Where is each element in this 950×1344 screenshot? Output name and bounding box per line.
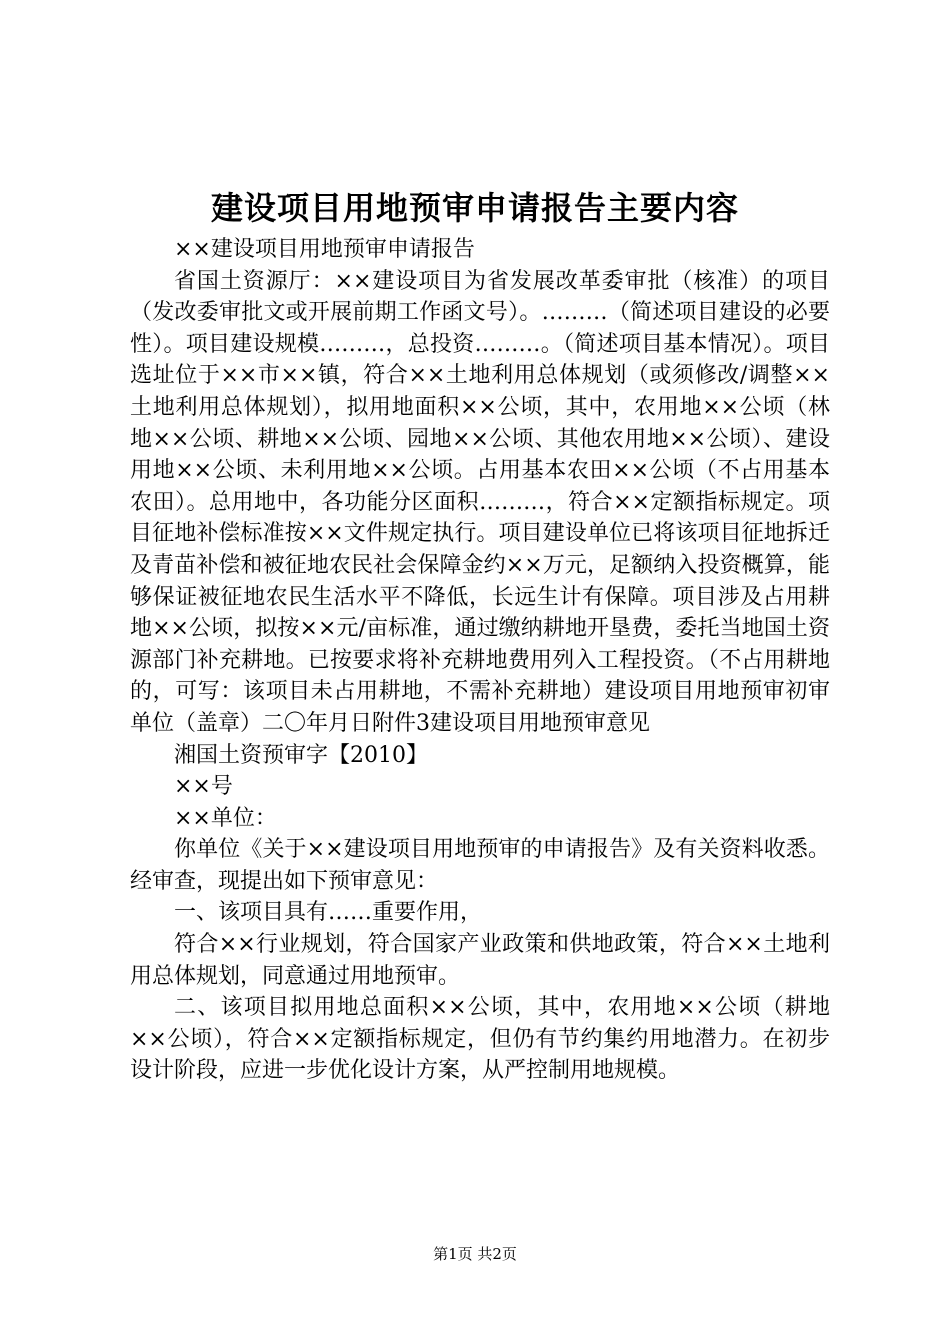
paragraph-intro: 你单位《关于××建设项目用地预审的申请报告》及有关资料收悉。经审查，现提出如下预审意见： bbox=[130, 837, 830, 894]
paragraph-opinion-1: 一、该项目具有……重要作用， bbox=[174, 900, 483, 926]
paragraph-opinion-1-detail: 符合××行业规划，符合国家产业政策和供地政策，符合××土地利用总体规划，同意通过用地预审。 bbox=[130, 932, 830, 989]
paragraph-opinion-2: 二、该项目拟用地总面积××公顷，其中，农用地××公顷（耕地××公顷），符合××定额指标规定，但仍有节约集约用地潜力。在初步设计阶段，应进一步优化设计方案，从严控制用地规模。 bbox=[130, 995, 830, 1084]
paragraph-number: ××号 bbox=[174, 774, 233, 800]
page-footer: 第1页 共2页 bbox=[433, 1245, 517, 1263]
document-body bbox=[130, 234, 830, 1087]
paragraph-report-body: 省国土资源厅：××建设项目为省发展改革委审批（核准）的项目（发改委审批文或开展前期工作函文号）。………（简述项目建设的必要性）。项目建设规模………，总投资………。（简述项目基本情况）。项目选址位于××市××镇，符合××土地利用总体规划（或须修改/调整××土地利用总体规划），拟用地面积××公顷，其中，农用地××公顷（林地××公顷、耕地××公顷、园地××公顷、其他农用地××公顷）、建设用地××公顷、未利用地××公顷。占用基本农田××公顷（不占用基本农田）。总用地中，各功能分区面积………，符合××定额指标规定。项目征地补偿标准按××文件规定执行。项目建设单位已将该项目征地拆迁及青苗补偿和被征地农民社会保障金约××万元，足额纳入投资概算，能够保证被征地农民生活水平不降低，长远生计有保障。项目涉及占用耕地××公顷，拟按××元/亩标准，通过缴纳耕地开垦费，委托当地国土资源部门补充耕地。已按要求将补充耕地费用列入工程投资。（不占用耕地的，可写：该项目未占用耕地，不需补充耕地）建设项目用地预审初审单位（盖章）二〇年月日附件3建设项目用地预审意见 bbox=[130, 268, 830, 736]
paragraph-recipient: ××单位： bbox=[174, 805, 277, 831]
document-title: 建设项目用地预审申请报告主要内容 bbox=[210, 189, 739, 227]
paragraph-document-number: 湘国土资预审字【2010】 bbox=[174, 742, 428, 768]
paragraph-report-heading: ××建设项目用地预审申请报告 bbox=[174, 237, 475, 262]
